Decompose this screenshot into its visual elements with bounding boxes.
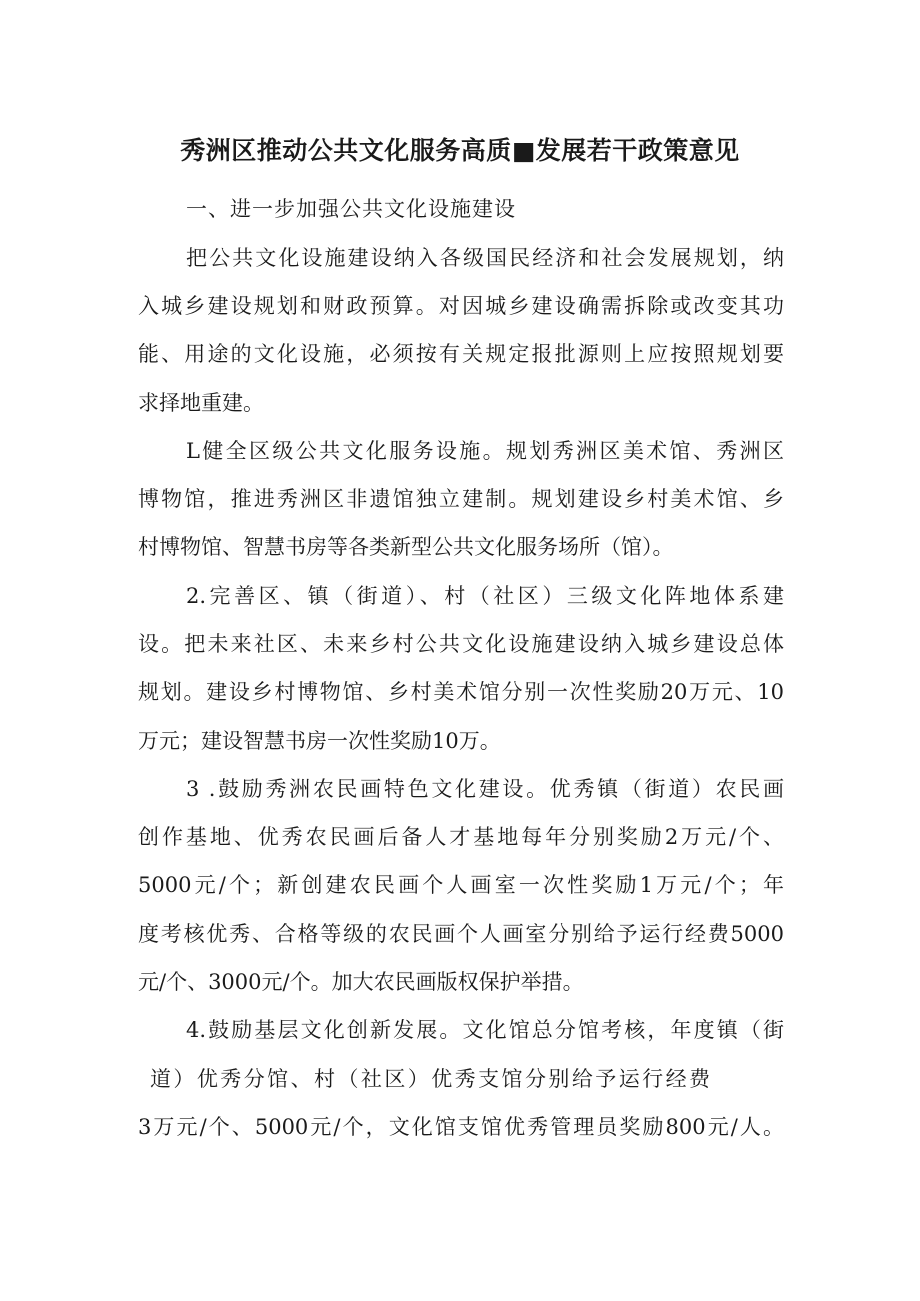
paragraph-line: 求择地重建。	[138, 391, 264, 415]
paragraph-line: 3 .鼓励秀洲农民画特色文化建设。优秀镇（街道）农民画	[186, 777, 784, 801]
paragraph-line: 度考核优秀、合格等级的农民画个人画室分别给予运行经费5000	[138, 922, 784, 946]
paragraph-line: L健全区级公共文化服务设施。规划秀洲区美术馆、秀洲区	[186, 439, 784, 463]
paragraph-line: 4.鼓励基层文化创新发展。文化馆总分馆考核，年度镇（街	[186, 1018, 784, 1042]
paragraph-line: 入城乡建设规划和财政预算。对因城乡建设确需拆除或改变其功	[138, 294, 784, 318]
paragraph-line: 设。把未来社区、未来乡村公共文化设施建设纳入城乡建设总体	[138, 632, 784, 656]
paragraph-line: 能、用途的文化设施，必须按有关规定报批源则上应按照规划要	[138, 342, 784, 366]
paragraph-line: 5000元/个；新创建农民画个人画室一次性奖励1万元/个；年	[138, 873, 784, 897]
paragraph-line: 元/个、3000元/个。加大农民画版权保护举措。	[138, 970, 584, 994]
paragraph-line: 把公共文化设施建设纳入各级国民经济和社会发展规划，纳	[186, 246, 784, 270]
paragraph-line: 2.完善区、镇（街道）、村（社区）三级文化阵地体系建	[186, 584, 784, 608]
paragraph-line: 博物馆，推进秀洲区非遗馆独立建制。规划建设乡村美术馆、乡	[138, 487, 784, 511]
section-heading: 一、进一步加强公共文化设施建设	[186, 197, 516, 221]
document-title: 秀洲区推动公共文化服务高质■发展若干政策意见	[180, 136, 740, 165]
paragraph-line: 创作基地、优秀农民画后备人才基地每年分别奖励2万元/个、	[138, 825, 784, 849]
paragraph-line: 道）优秀分馆、村（社区）优秀支馆分别给予运行经费	[150, 1067, 710, 1091]
paragraph-line: 万元；建设智慧书房一次性奖励10万。	[138, 729, 501, 753]
paragraph-line: 村博物馆、智慧书房等各类新型公共文化服务场所（馆）。	[138, 535, 674, 559]
paragraph-line: 规划。建设乡村博物馆、乡村美术馆分别一次性奖励20万元、10	[138, 680, 784, 704]
paragraph-line: 3万元/个、5000元/个，文化馆支馆优秀管理员奖励800元/人。	[138, 1115, 784, 1139]
